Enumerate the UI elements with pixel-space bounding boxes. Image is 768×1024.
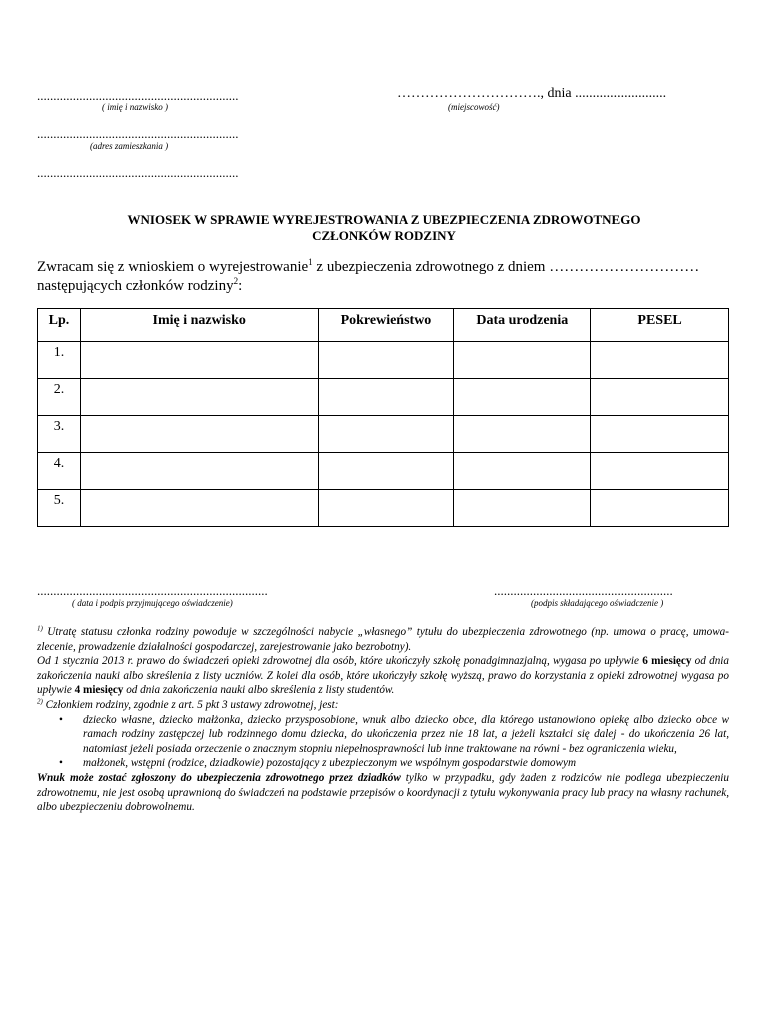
cell-name[interactable]: [80, 342, 318, 379]
applicant-signature-caption: (podpis składającego oświadczenie ): [531, 598, 664, 608]
table-row: [38, 416, 729, 453]
bullet-icon: •: [59, 713, 63, 726]
col-header-birth-date: Data urodzenia: [454, 309, 591, 342]
row-number: 4.: [38, 453, 81, 490]
cell-birth-date[interactable]: [454, 490, 591, 527]
receiver-signature-caption: ( data i podpis przyjmującego oświadczenie): [72, 598, 233, 608]
table-row: [38, 453, 729, 490]
name-field-line[interactable]: ..............................................................: [37, 88, 239, 103]
name-caption: ( imię i nazwisko ): [102, 102, 168, 112]
row-number: 1.: [38, 342, 81, 379]
form-title-line2: CZŁONKÓW RODZINY: [312, 228, 456, 243]
footnote-1: [37, 625, 729, 654]
cell-birth-date[interactable]: [454, 379, 591, 416]
address-field-line[interactable]: ..............................................................: [37, 126, 239, 141]
table-row: [38, 379, 729, 416]
cell-pesel[interactable]: [591, 342, 729, 379]
cell-pesel[interactable]: [591, 453, 729, 490]
footnote-1-marker: 1): [37, 624, 43, 633]
place-date-line[interactable]: …………………………., dnia ..........................: [397, 86, 667, 101]
table-row: [38, 342, 729, 379]
form-title-line1: WNIOSEK W SPRAWIE WYREJESTROWANIA Z UBEZPIECZENIA ZDROWOTNEGO: [127, 212, 641, 227]
intro-text-4: :: [238, 278, 243, 294]
footnote-text: od dnia zakończenia nauki albo skreślenia z listy uczniów. Z kolei dla osób, które ukończyły szkołę wyższą, prawo do korzystania z opieki zdrowotnej wygasa po upływie: [37, 655, 729, 697]
address-caption: (adres zamieszkania ): [90, 141, 169, 151]
cell-relationship[interactable]: [318, 342, 454, 379]
address-field-line-2[interactable]: ..............................................................: [37, 165, 239, 180]
table-row: [38, 490, 729, 527]
list-item: [59, 756, 729, 771]
footnotes: [37, 625, 729, 815]
cell-name[interactable]: [80, 453, 318, 490]
intro-paragraph: [37, 258, 737, 296]
place-caption: (miejscowość): [448, 102, 500, 112]
cell-name[interactable]: [80, 490, 318, 527]
grandchild-note-bold: Wnuk może zostać zgłoszony do ubezpieczenia zdrowotnego przez dziadków: [37, 771, 401, 784]
col-header-name: Imię i nazwisko: [80, 309, 318, 342]
cell-relationship[interactable]: [318, 490, 454, 527]
row-number: 2.: [38, 379, 81, 416]
footnote-ref-1: 1: [308, 257, 313, 267]
row-number: 3.: [38, 416, 81, 453]
emphasis-four-months: 4 miesięcy: [74, 684, 124, 697]
cell-relationship[interactable]: [318, 379, 454, 416]
applicant-signature-line[interactable]: .......................................................: [494, 583, 673, 598]
footnote-1-text: Utratę statusu członka rodziny powoduje w szczególności nabycie „własnego” tytułu do ubezpieczenia zdrowotnego (np. umowa o pracę, umowa-zlecenie, prowadzenie działalności gospodarczej, zarejestrowanie jako bezrobotny).: [37, 626, 729, 653]
cell-name[interactable]: [80, 379, 318, 416]
intro-text-1: Zwracam się z wnioskiem o wyrejestrowanie: [37, 259, 309, 275]
cell-pesel[interactable]: [591, 490, 729, 527]
intro-text-3: następujących członków rodziny: [37, 278, 234, 294]
cell-pesel[interactable]: [591, 379, 729, 416]
emphasis-six-months: 6 miesięcy: [642, 655, 692, 668]
family-member-definition-list: [37, 713, 729, 771]
list-item-text: dziecko własne, dziecko małżonka, dziecko przysposobione, wnuk albo dziecko obce, dla którego ustanowiono opiekę albo dziecko obce w ramach rodziny zastępczej lub rodzinnego domu dziecka, do ukończenia przez nie 18 lat, a jeżeli kształci się dalej - do ukończenia 26 lat, natomiast jeżeli posiada orzeczenie o znacznym stopniu niepełnosprawności lub inne traktowane na równi - bez ograniczenia wieku,: [83, 713, 729, 755]
family-members-table: [37, 308, 729, 527]
grandchild-note: [37, 771, 729, 815]
intro-text-2: z ubezpieczenia zdrowotnego z dniem …………………………: [312, 259, 700, 275]
list-item-text: małżonek, wstępni (rodzice, dziadkowie) pozostający z ubezpieczonym we wspólnym gospodarstwie domowym: [83, 757, 577, 770]
cell-pesel[interactable]: [591, 416, 729, 453]
col-header-pesel: PESEL: [591, 309, 729, 342]
col-header-lp: Lp.: [38, 309, 81, 342]
grandchild-note-text: tylko w przypadku, gdy żaden z rodziców nie podlega ubezpieczeniu zdrowotnemu, nie jest osobą uprawnioną do świadczeń na podstawie przepisów o koordynacji z tytułu wykonywania pracy lub pracy na własny rachunek, albo ubezpieczeniu dobrowolnemu.: [37, 771, 729, 814]
list-item: [59, 713, 729, 757]
footnote-text: Od 1 stycznia 2013 r. prawo do świadczeń opieki zdrowotnej dla osób, które ukończyły szkołę ponadgimnazjalną, wygasa po upływie: [37, 655, 643, 668]
bullet-icon: •: [59, 757, 63, 770]
footnote-2: [37, 698, 729, 713]
row-number: 5.: [38, 490, 81, 527]
table-header-row: [38, 309, 729, 342]
receiver-signature-line[interactable]: .......................................................................: [37, 583, 268, 598]
cell-birth-date[interactable]: [454, 416, 591, 453]
cell-birth-date[interactable]: [454, 453, 591, 490]
footnote-2-text: Członkiem rodziny, zgodnie z art. 5 pkt 3 ustawy zdrowotnej, jest:: [42, 698, 339, 711]
footnote-1-continuation: [37, 654, 729, 698]
cell-relationship[interactable]: [318, 453, 454, 490]
cell-birth-date[interactable]: [454, 342, 591, 379]
col-header-relationship: Pokrewieństwo: [318, 309, 454, 342]
footnote-2-marker: 2): [37, 697, 43, 706]
cell-name[interactable]: [80, 416, 318, 453]
footnote-ref-2: 2: [233, 276, 239, 286]
footnote-text: od dnia zakończenia nauki albo skreślenia z listy studentów.: [123, 684, 395, 697]
cell-relationship[interactable]: [318, 416, 454, 453]
